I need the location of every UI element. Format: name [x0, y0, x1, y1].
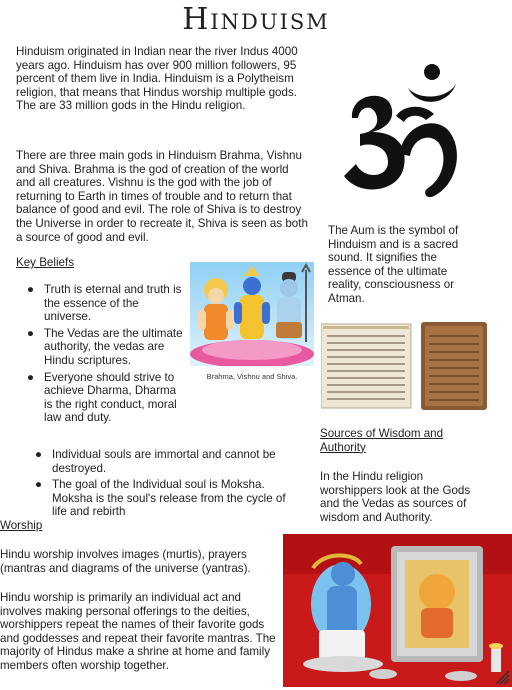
worship-paragraph-2: Hindu worship is primarily an individual act and involves making personal offerings to the deities, worshippers repeat the names of their favorite gods and goddesses and repeat their favorite mantras. The majority of Hindus make a shrine at home and family members often worship together. [0, 591, 276, 672]
main-gods-paragraph: There are three main gods in Hinduism Brahma, Vishnu and Shiva. Brahma is the god of creation of the world and all creatures. Vishnu is the god with the job of returning to Earth in times of trouble and to return that balance of good and evil. The role of Shiva is to destroy the Universe in order to recreate it, Shiva is seen as both a source of good and evil. [16, 149, 308, 244]
list-item: ● The goal of the Individual soul is Moksha. Moksha is the soul's release from the cycle of life and rebirth [35, 478, 286, 519]
corner-hatch-icon [492, 667, 510, 685]
list-item: ● Everyone should strive to achieve Dharma, Dharma is the right conduct, moral law and duty. [27, 370, 177, 425]
hindu-shrine-image [283, 534, 512, 687]
key-beliefs-heading: Key Beliefs [16, 256, 74, 269]
worship-heading: Worship [0, 519, 43, 532]
list-item: ● Truth is eternal and truth is the essence of the universe. [27, 283, 182, 324]
list-item: ● The Vedas are the ultimate authority, the vedas are Hindu scriptures. [27, 326, 183, 367]
bullet-icon: ● [27, 326, 35, 340]
gods-image-caption: Brahma, Vishnu and Shiva. [206, 372, 298, 381]
bullet-icon: ● [35, 448, 43, 461]
vedas-manuscripts-image [321, 322, 489, 412]
list-item: ● Individual souls are immortal and cannot be destroyed. [35, 448, 276, 475]
om-symbol-icon [330, 58, 480, 208]
key-beliefs-list-continued [30, 448, 290, 522]
bullet-icon: ● [35, 478, 43, 492]
brahma-vishnu-shiva-image [190, 262, 314, 366]
bullet-icon: ● [27, 283, 35, 296]
worship-paragraph-1: Hindu worship involves images (murtis), prayers (mantras and diagrams of the universe (yantras). [0, 548, 251, 575]
page-title: Hinduism [182, 2, 330, 37]
bullet-icon: ● [27, 370, 35, 384]
intro-paragraph: Hinduism originated in Indian near the river Indus 4000 years ago. Hinduism has over 900 million followers, 95 percent of them live in India. Hinduism is a Polytheism religion, that means that Hindus worship multiple gods. The are 33 million gods in the Hindu religion. [16, 45, 298, 113]
sources-of-wisdom-heading: Sources of Wisdom and Authority [320, 427, 444, 454]
aum-description: The Aum is the symbol of Hinduism and is a sacred sound. It signifies the essence of the ultimate reality, consciousness or Atman. [328, 224, 459, 305]
key-beliefs-list [22, 283, 184, 428]
sources-of-wisdom-text: In the Hindu religion worshippers look at the Gods and the Vedas as sources of wisdom and Authority. [320, 470, 471, 524]
